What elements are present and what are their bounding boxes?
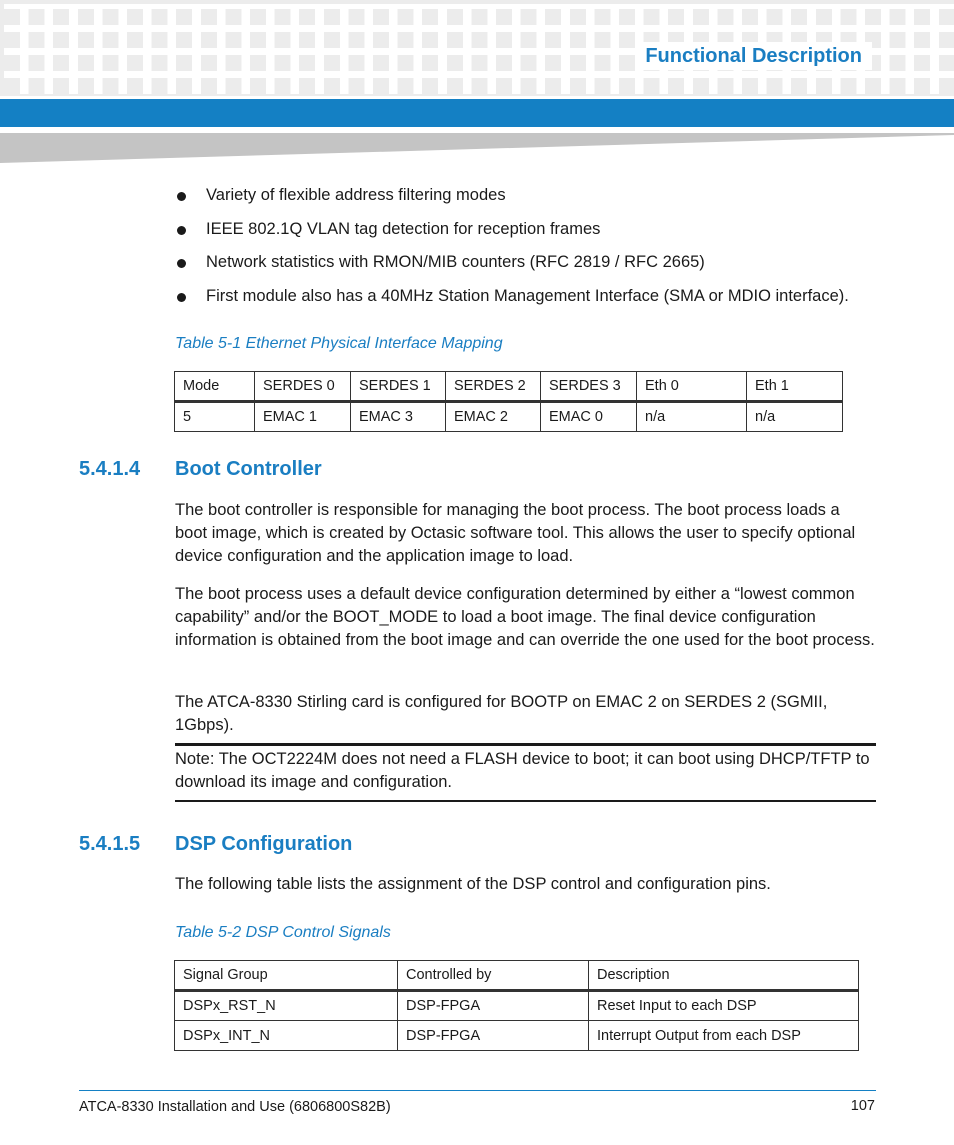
- list-item: First module also has a 40MHz Station Management Interface (SMA or MDIO interface).: [175, 284, 895, 318]
- table-header-cell: Eth 0: [637, 372, 747, 402]
- bullet-icon: [177, 226, 186, 235]
- table-header-cell: Signal Group: [175, 961, 398, 991]
- table-cell: DSPx_RST_N: [175, 991, 398, 1021]
- footer-rule: [79, 1090, 876, 1091]
- list-item: IEEE 802.1Q VLAN tag detection for reception frames: [175, 217, 895, 251]
- section-number: 5.4.1.5: [79, 833, 141, 855]
- table-cell: n/a: [747, 402, 843, 432]
- section-number: 5.4.1.4: [79, 458, 141, 480]
- table-cell: n/a: [637, 402, 747, 432]
- table-cell: EMAC 0: [541, 402, 637, 432]
- feature-list: [175, 183, 895, 318]
- page-number: 107: [850, 1098, 875, 1114]
- table-cell: EMAC 2: [446, 402, 541, 432]
- table-row: [175, 991, 859, 1021]
- table-cell: Interrupt Output from each DSP: [589, 1021, 859, 1051]
- table-header-cell: SERDES 1: [351, 372, 446, 402]
- table-header-cell: SERDES 0: [255, 372, 351, 402]
- table-cell: EMAC 1: [255, 402, 351, 432]
- section-title: DSP Configuration: [175, 833, 353, 855]
- footer-doc-title: ATCA-8330 Installation and Use (6806800S82B): [79, 1099, 391, 1115]
- table-cell: DSP-FPGA: [398, 991, 589, 1021]
- dsp-signals-table: [174, 960, 859, 1051]
- bullet-icon: [177, 293, 186, 302]
- table-header-cell: SERDES 3: [541, 372, 637, 402]
- table-header-cell: SERDES 2: [446, 372, 541, 402]
- chapter-title: Functional Description: [635, 42, 872, 70]
- table-cell: DSPx_INT_N: [175, 1021, 398, 1051]
- note-text: Note: The OCT2224M does not need a FLASH device to boot; it can boot using DHCP/TFTP to download its image and configuration.: [175, 750, 870, 791]
- bullet-icon: [177, 192, 186, 201]
- table-row: [175, 402, 843, 432]
- table-header-cell: Mode: [175, 372, 255, 402]
- table-header-cell: Eth 1: [747, 372, 843, 402]
- table1-caption: Table 5-1 Ethernet Physical Interface Mapping: [175, 335, 503, 352]
- paragraph: The ATCA-8330 Stirling card is configured for BOOTP on EMAC 2 on SERDES 2 (SGMII, 1Gbps).: [175, 693, 828, 734]
- table-header-row: [175, 961, 859, 991]
- table-cell: DSP-FPGA: [398, 1021, 589, 1051]
- table-cell: 5: [175, 402, 255, 432]
- section-title: Boot Controller: [175, 458, 322, 480]
- list-item: Variety of flexible address filtering modes: [175, 183, 895, 217]
- paragraph: The boot process uses a default device configuration determined by either a “lowest common capability” and/or the BOOT_MODE to load a boot image. The final device configuration information is obtained from the boot image and can override the one used for the boot process.: [175, 585, 875, 649]
- table-header-row: [175, 372, 843, 402]
- table-header-cell: Controlled by: [398, 961, 589, 991]
- table2-caption: Table 5-2 DSP Control Signals: [175, 924, 391, 941]
- list-item: Network statistics with RMON/MIB counters (RFC 2819 / RFC 2665): [175, 250, 895, 284]
- bullet-icon: [177, 259, 186, 268]
- header-bar: [0, 99, 954, 127]
- table-row: [175, 1021, 859, 1051]
- paragraph: The following table lists the assignment of the DSP control and configuration pins.: [175, 875, 771, 893]
- header-wedge: [0, 133, 954, 163]
- paragraph: The boot controller is responsible for managing the boot process. The boot process loads a boot image, which is created by Octasic software tool. This allows the user to specify optional device configuration and the application image to load.: [175, 501, 856, 565]
- table-cell: Reset Input to each DSP: [589, 991, 859, 1021]
- ethernet-mapping-table: [174, 371, 843, 432]
- table-header-cell: Description: [589, 961, 859, 991]
- table-cell: EMAC 3: [351, 402, 446, 432]
- note-box: [175, 743, 876, 802]
